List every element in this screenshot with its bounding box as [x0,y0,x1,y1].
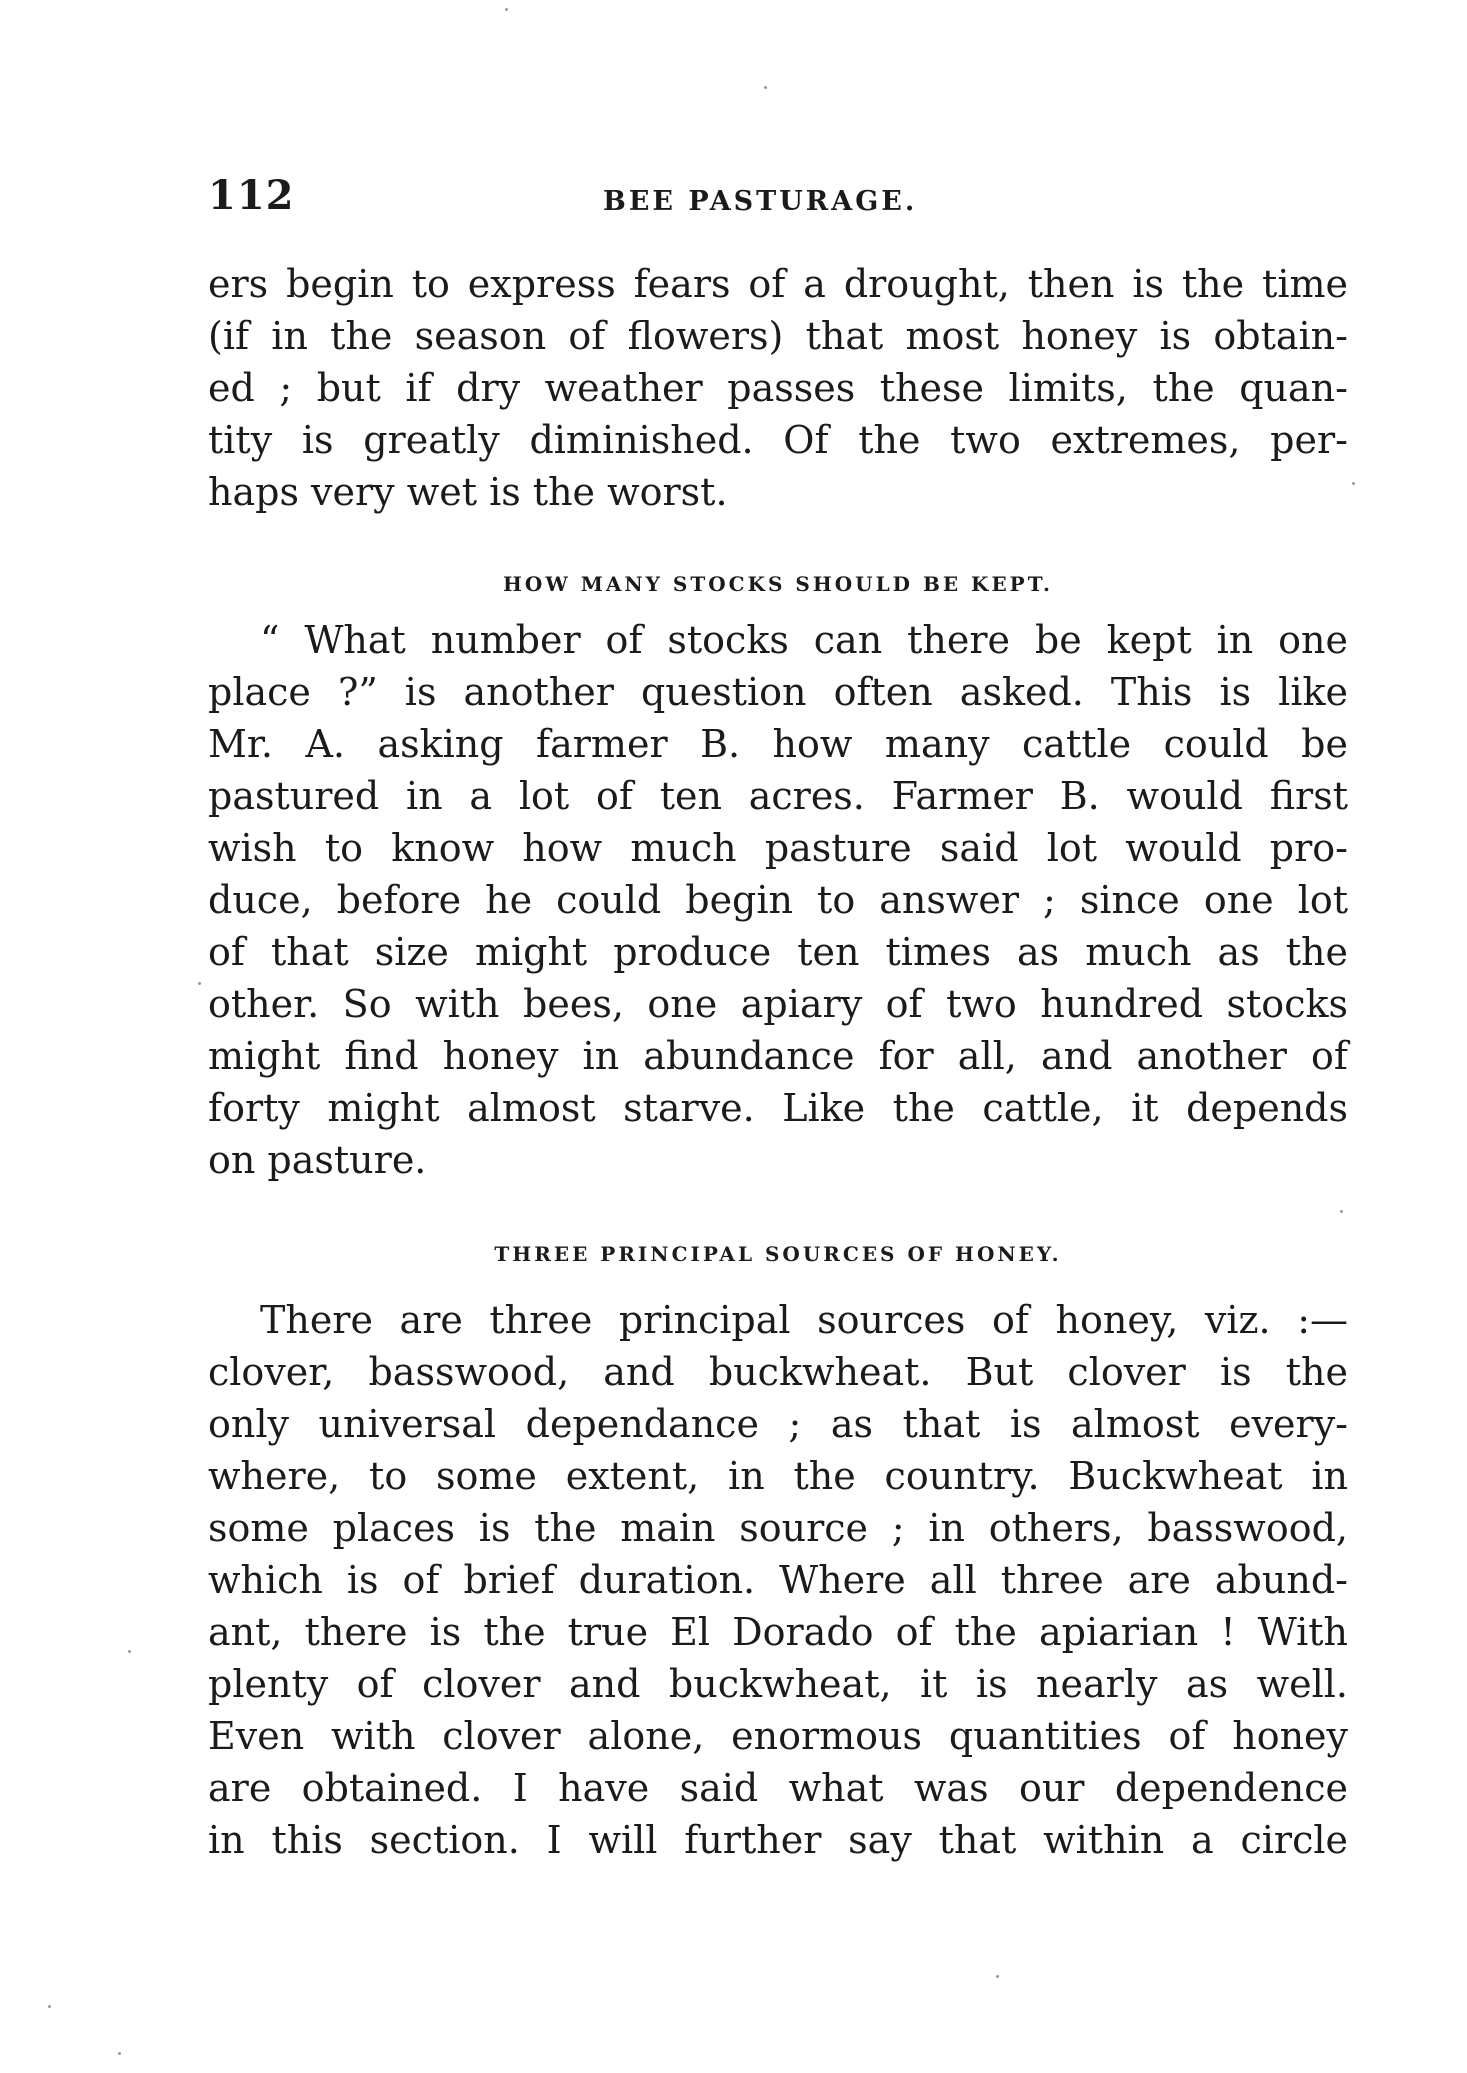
scan-speck [1340,1210,1343,1213]
text-line: “ What number of stocks can there be kept in one [260,618,1348,662]
scan-speck [118,2052,121,2055]
scan-speck [764,86,767,89]
text-line: forty might almost starve. Like the cattle, it depends [208,1086,1348,1130]
section-heading-stocks: HOW MANY STOCKS SHOULD BE KEPT. [503,572,1053,596]
text-line: only universal dependance ; as that is almost every- [208,1402,1348,1446]
scan-speck [996,1975,999,1978]
text-line: pastured in a lot of ten acres. Farmer B. would first [208,774,1348,818]
scan-speck [198,982,201,985]
text-line: duce, before he could begin to answer ; since one lot [208,878,1348,922]
text-line: There are three principal sources of honey, viz. :— [260,1298,1348,1342]
text-line: of that size might produce ten times as much as the [208,930,1348,974]
text-line: clover, basswood, and buckwheat. But clover is the [208,1350,1348,1394]
text-line: some places is the main source ; in others, basswood, [208,1506,1348,1550]
text-line: plenty of clover and buckwheat, it is nearly as well. [208,1662,1348,1706]
text-line: Mr. A. asking farmer B. how many cattle could be [208,722,1348,766]
text-line: might find honey in abundance for all, and another of [208,1034,1348,1078]
page-number: 112 [208,172,295,219]
text-line: are obtained. I have said what was our dependence [208,1766,1348,1810]
scan-speck [1352,482,1355,485]
text-line: on pasture. [208,1138,427,1182]
text-line: Even with clover alone, enormous quantities of honey [208,1714,1348,1758]
text-line: haps very wet is the worst. [208,470,728,514]
page-header [208,172,1348,222]
scan-speck [48,2005,51,2008]
running-head: BEE PASTURAGE. [603,186,918,217]
text-line: ers begin to express fears of a drought, then is the time [208,262,1348,306]
text-line: place ?” is another question often asked. This is like [208,670,1348,714]
text-line: tity is greatly diminished. Of the two extremes, per- [208,418,1348,462]
scan-speck [128,1650,131,1653]
scan-speck [505,8,508,11]
text-line: wish to know how much pasture said lot would pro- [208,826,1348,870]
text-line: (if in the season of flowers) that most honey is obtain- [208,314,1348,358]
section-heading-sources: THREE PRINCIPAL SOURCES OF HONEY. [494,1242,1062,1266]
text-line: ed ; but if dry weather passes these limits, the quan- [208,366,1348,410]
text-line: which is of brief duration. Where all three are abund- [208,1558,1348,1602]
text-line: where, to some extent, in the country. Buckwheat in [208,1454,1348,1498]
text-line: in this section. I will further say that within a circle [208,1818,1348,1862]
text-line: other. So with bees, one apiary of two hundred stocks [208,982,1348,1026]
text-line: ant, there is the true El Dorado of the apiarian ! With [208,1610,1348,1654]
